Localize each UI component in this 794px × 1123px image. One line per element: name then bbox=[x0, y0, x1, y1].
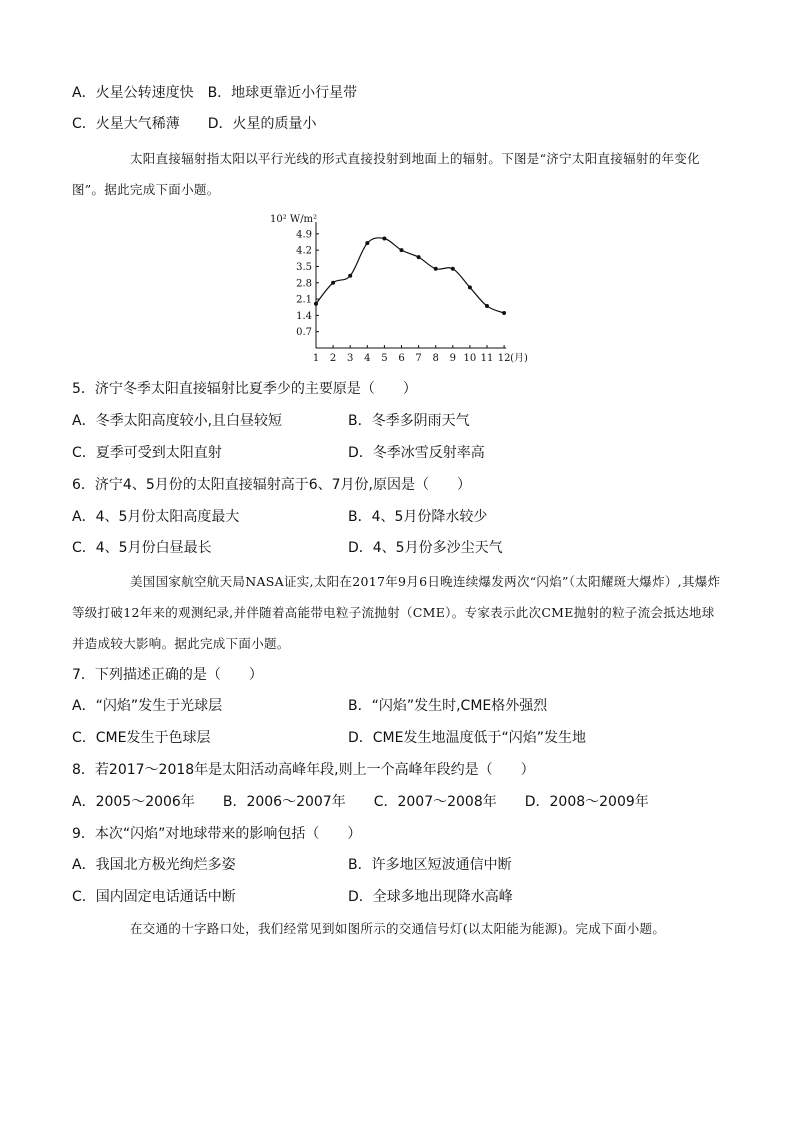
q6-option-a: A．4、5月份太阳高度最大 bbox=[72, 509, 240, 525]
q5-option-a: A．冬季太阳高度较小,且白昼较短 bbox=[72, 413, 283, 429]
data-point bbox=[502, 311, 506, 315]
q9-option-a: A．我国北方极光绚烂多姿 bbox=[72, 857, 236, 873]
data-point bbox=[434, 267, 438, 271]
data-point bbox=[468, 285, 472, 289]
q6-option-d: D．4、5月份多沙尘天气 bbox=[348, 540, 503, 556]
q9-option-b: B．许多地区短波通信中断 bbox=[348, 857, 512, 873]
q7-option-d: D．CME发生地温度低于“闪焰”发生地 bbox=[348, 730, 586, 746]
x-tick-label: 6 bbox=[398, 353, 405, 364]
y-tick-label: 2.1 bbox=[296, 294, 312, 306]
data-point bbox=[331, 281, 335, 285]
solar-radiation-chart bbox=[268, 210, 533, 370]
radiation-line bbox=[316, 238, 504, 313]
q5-option-b: B．冬季多阴雨天气 bbox=[348, 413, 470, 429]
q7-option-a: A．“闪焰”发生于光球层 bbox=[72, 698, 223, 714]
q7-stem: 7．下列描述正确的是（ ） bbox=[72, 667, 263, 683]
passage-traffic-light: 在交通的十字路口处，我们经常见到如图所示的交通信号灯(以太阳能为能源)。完成下面小题。 bbox=[130, 921, 666, 936]
y-tick-label: 2.8 bbox=[296, 278, 312, 290]
data-point bbox=[382, 236, 386, 240]
q9-option-d: D．全球多地出现降水高峰 bbox=[348, 889, 513, 905]
q5-stem: 5．济宁冬季太阳直接辐射比夏季少的主要原是（ ） bbox=[72, 381, 417, 397]
y-unit-label: 10² W/m² bbox=[270, 214, 318, 225]
q6-stem: 6．济宁4、5月份的太阳直接辐射高于6、7月份,原因是（ ） bbox=[72, 477, 471, 493]
x-unit-label: (月) bbox=[510, 353, 528, 364]
data-point bbox=[400, 248, 404, 252]
y-tick-label: 4.9 bbox=[296, 229, 312, 241]
data-point bbox=[417, 255, 421, 259]
x-tick-label: 2 bbox=[329, 353, 337, 364]
x-tick-label: 11 bbox=[480, 353, 494, 364]
x-tick-label: 5 bbox=[381, 353, 388, 364]
data-point bbox=[485, 304, 489, 308]
x-tick-label: 12 bbox=[497, 353, 511, 364]
data-point bbox=[348, 274, 352, 278]
q7-option-c: C．CME发生于色球层 bbox=[72, 730, 211, 746]
x-tick-label: 9 bbox=[449, 353, 456, 364]
x-tick-label: 7 bbox=[415, 353, 422, 364]
passage-solar-radiation: 太阳直接辐射指太阳以平行光线的形式直接投射到地面上的辐射。下图是“济宁太阳直接辐射的年变化图”。据此完成下面小题。 bbox=[72, 151, 700, 197]
x-tick-label: 3 bbox=[347, 353, 354, 364]
q5-option-d: D．冬季冰雪反射率高 bbox=[348, 445, 485, 461]
q5-option-c: C．夏季可受到太阳直射 bbox=[72, 445, 222, 461]
q4-options-line1: A．火星公转速度快 B．地球更靠近小行星带 bbox=[72, 85, 358, 101]
x-tick-label: 4 bbox=[364, 353, 371, 364]
data-point bbox=[314, 302, 318, 306]
q8-options: A．2005～2006年 B．2006～2007年 C．2007～2008年 D．2008～2009年 bbox=[72, 794, 649, 810]
y-tick-label: 1.4 bbox=[296, 310, 312, 322]
x-tick-label: 10 bbox=[463, 353, 477, 364]
y-tick-label: 3.5 bbox=[296, 261, 312, 273]
y-tick-label: 0.7 bbox=[296, 327, 312, 339]
x-tick-label: 8 bbox=[432, 353, 439, 364]
q6-option-b: B．4、5月份降水较少 bbox=[348, 509, 488, 525]
y-tick-label: 4.2 bbox=[296, 245, 312, 257]
q8-stem: 8．若2017～2018年是太阳活动高峰年段,则上一个高峰年段约是（ ） bbox=[72, 762, 535, 778]
q7-option-b: B．“闪焰”发生时,CME格外强烈 bbox=[348, 698, 548, 714]
x-tick-label: 1 bbox=[312, 353, 320, 364]
data-point bbox=[451, 267, 455, 271]
data-point bbox=[365, 241, 369, 245]
passage-solar-flare: 美国国家航空航天局NASA证实,太阳在2017年9月6日晚连续爆发两次“闪焰”（太阳耀斑大爆炸）,其爆炸等级打破12年来的观测纪录,并伴随着高能带电粒子流抛射（CME）。专家表示此次CME抛射的粒子流会抵达地球并造成较大影响。据此完成下面小题。 bbox=[72, 574, 721, 651]
q4-options-line2: C．火星大气稀薄 D．火星的质量小 bbox=[72, 116, 317, 132]
q6-option-c: C．4、5月份白昼最长 bbox=[72, 540, 212, 556]
q9-stem: 9．本次“闪焰”对地球带来的影响包括（ ） bbox=[72, 826, 362, 842]
q9-option-c: C．国内固定电话通话中断 bbox=[72, 889, 236, 905]
